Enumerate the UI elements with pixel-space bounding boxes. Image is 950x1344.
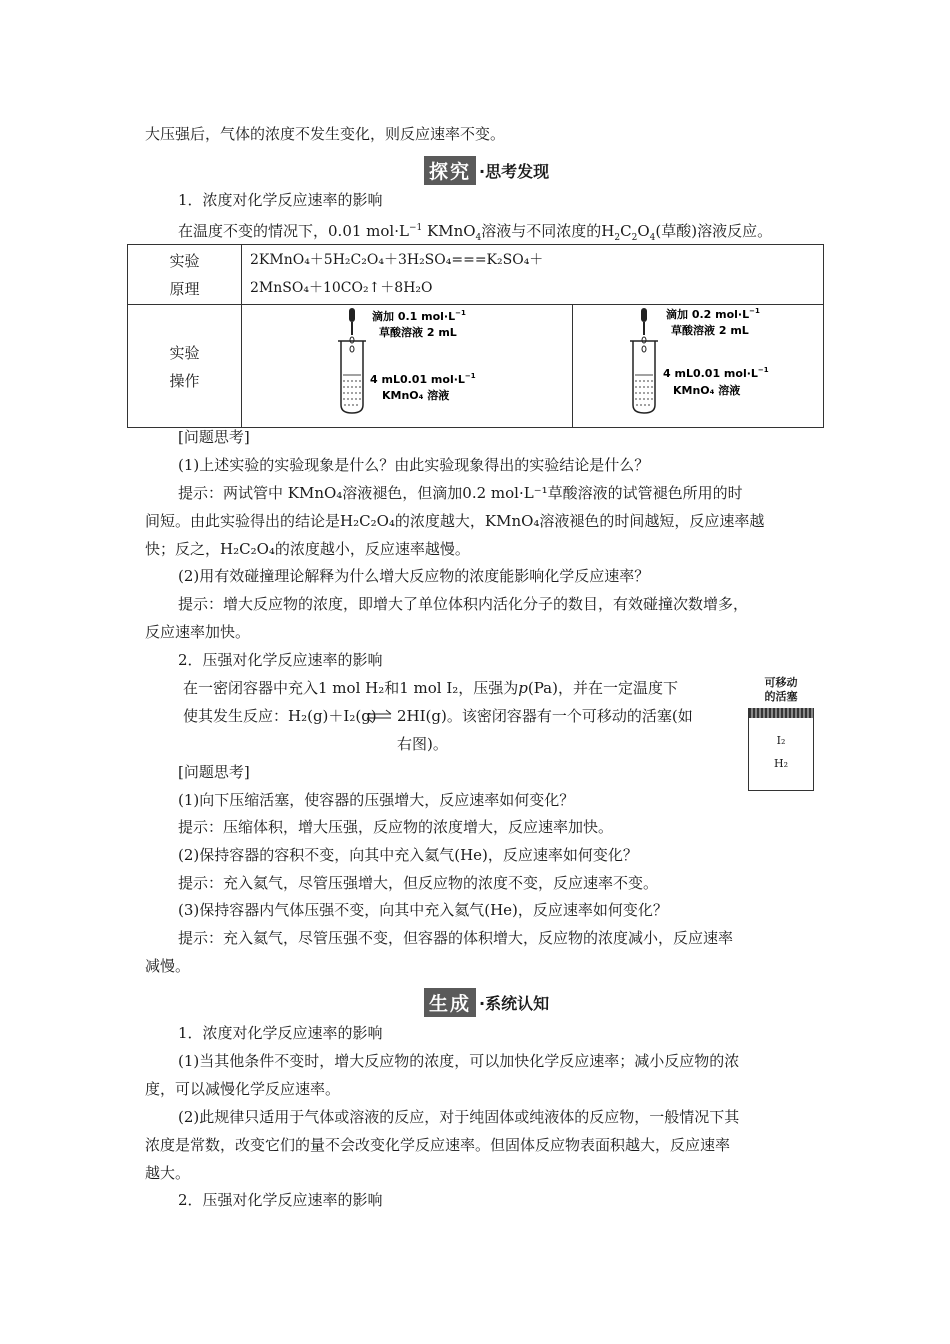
- question-head-1: [问题思考]: [178, 428, 250, 446]
- item1-title: 1．浓度对化学反应速率的影响: [178, 191, 383, 209]
- q1-p2a: 提示：两试管中 KMnO₄溶液褪色，但滴加0.2 mol·L⁻¹草酸溶液的试管褪色所用的时: [178, 484, 743, 502]
- q2-p1: (1)向下压缩活塞，使容器的压强增大，反应速率如何变化？: [178, 791, 575, 809]
- item2-line2b: 2HI(g)。该密闭容器有一个可移动的活塞(如: [397, 707, 693, 725]
- test-tube-diagram-left: [242, 305, 572, 423]
- table-cell-tube-left: [242, 305, 573, 428]
- table-cell-tube-right: [573, 305, 824, 428]
- gas-label-i2: I₂: [776, 734, 786, 747]
- item2-line1: 在一密闭容器中充入1 mol H₂和1 mol I₂，压强为p(Pa)，并在一定温度下: [183, 679, 678, 697]
- section-subtitle: ·思考发现: [479, 162, 550, 181]
- left-solution-label: 4 mL0.01 $mol\cdot L^{-1}$: [370, 372, 476, 386]
- q2-p3: (2)保持容器的容积不变，向其中充入氦气(He)，反应速率如何变化？: [178, 846, 638, 864]
- s2-p2c: 越大。: [145, 1164, 191, 1182]
- q2-p6b: 减慢。: [145, 957, 191, 975]
- q1-p3: (2)用有效碰撞理论解释为什么增大反应物的浓度能影响化学反应速率？: [178, 567, 650, 585]
- item2-title: 2．压强对化学反应速率的影响: [178, 651, 383, 669]
- q2-p6a: 提示：充入氦气，尽管压强不变，但容器的体积增大，反应物的浓度减小，反应速率: [178, 929, 734, 947]
- section-header-generate: [424, 988, 549, 1017]
- table-cell-equation: 2KMnO₄＋5H₂C₂O₄＋3H₂SO₄===K₂SO₄＋ 2MnSO₄＋10CO₂↑＋8H₂O: [242, 245, 824, 305]
- section-box-label: 生成: [424, 988, 476, 1017]
- q1-p4a: 提示：增大反应物的浓度，即增大了单位体积内活化分子的数目，有效碰撞次数增多，: [178, 595, 749, 613]
- right-solution-label: 4 mL0.01 $mol\cdot L^{-1}$: [663, 366, 769, 380]
- s2-p1b: 度，可以减慢化学反应速率。: [145, 1080, 341, 1098]
- s2-title1: 1．浓度对化学反应速率的影响: [178, 1024, 383, 1042]
- q2-p2: 提示：压缩体积，增大压强，反应物的浓度增大，反应速率加快。: [178, 818, 614, 836]
- piston-plate: [749, 708, 813, 718]
- top-line: 大压强后，气体的浓度不发生变化，则反应速率不变。: [145, 125, 506, 143]
- right-solution-name: KMnO₄ 溶液: [673, 384, 741, 397]
- s2-title2: 2．压强对化学反应速率的影响: [178, 1191, 383, 1209]
- container-vessel: [748, 708, 814, 791]
- q1-p1: (1)上述实验的实验现象是什么？由此实验现象得出的实验结论是什么？: [178, 456, 650, 474]
- section-box-label: 探究: [424, 156, 476, 185]
- q1-p2c: 快；反之，H₂C₂O₄的浓度越小，反应速率越慢。: [145, 540, 470, 558]
- s2-p1a: (1)当其他条件不变时，增大反应物的浓度，可以加快化学反应速率；减小反应物的浓: [178, 1052, 740, 1070]
- piston-diagram: [748, 676, 814, 792]
- table-cell-operation-head: 实验 操作: [128, 305, 242, 428]
- left-drop-label: 滴加 0.1 $mol\cdot L^{-1}$: [372, 309, 466, 323]
- q1-p4b: 反应速率加快。: [145, 623, 251, 641]
- left-solution-name: KMnO₄ 溶液: [382, 389, 450, 402]
- left-drop-volume: 草酸溶液 2 mL: [379, 326, 457, 339]
- s2-p2b: 浓度是常数，改变它们的量不会改变化学反应速率。但固体反应物表面积越大，反应速率: [145, 1136, 731, 1154]
- item2-line2a: 使其发生反应：H₂(g)＋I₂(g): [183, 707, 377, 725]
- question-head-2: [问题思考]: [178, 763, 250, 781]
- right-drop-volume: 草酸溶液 2 mL: [671, 324, 749, 337]
- right-drop-label: 滴加 0.2 $mol\cdot L^{-1}$: [666, 307, 760, 321]
- piston-label: 可移动 的活塞: [764, 676, 798, 703]
- section-subtitle: ·系统认知: [479, 994, 550, 1013]
- q2-p4: 提示：充入氦气，尽管压强增大，但反应物的浓度不变，反应速率不变。: [178, 874, 659, 892]
- section-header-explore: [424, 156, 549, 185]
- item1-intro: 在温度不变的情况下，0.01 $mol\cdot L^{-1}$ KMnO$_4$溶液与不同浓度的$H_2C_2O_4$(草酸)溶液反应。: [178, 222, 773, 243]
- s2-p2a: (2)此规律只适用于气体或溶液的反应，对于纯固体或纯液体的反应物，一般情况下其: [178, 1108, 740, 1126]
- q2-p5: (3)保持容器内气体压强不变，向其中充入氦气(He)，反应速率如何变化？: [178, 901, 668, 919]
- equilibrium-arrow-icon: [365, 708, 393, 724]
- q1-p2b: 间短。由此实验得出的结论是H₂C₂O₄的浓度越大，KMnO₄溶液褪色的时间越短，反应速率越: [145, 512, 765, 530]
- gas-label-h2: H₂: [773, 757, 788, 770]
- table-cell-principle-head: 实验 原理: [128, 245, 242, 305]
- experiment-table: [127, 244, 824, 428]
- item2-line3: 右图)。: [397, 735, 448, 753]
- test-tube-diagram-right: [573, 305, 823, 423]
